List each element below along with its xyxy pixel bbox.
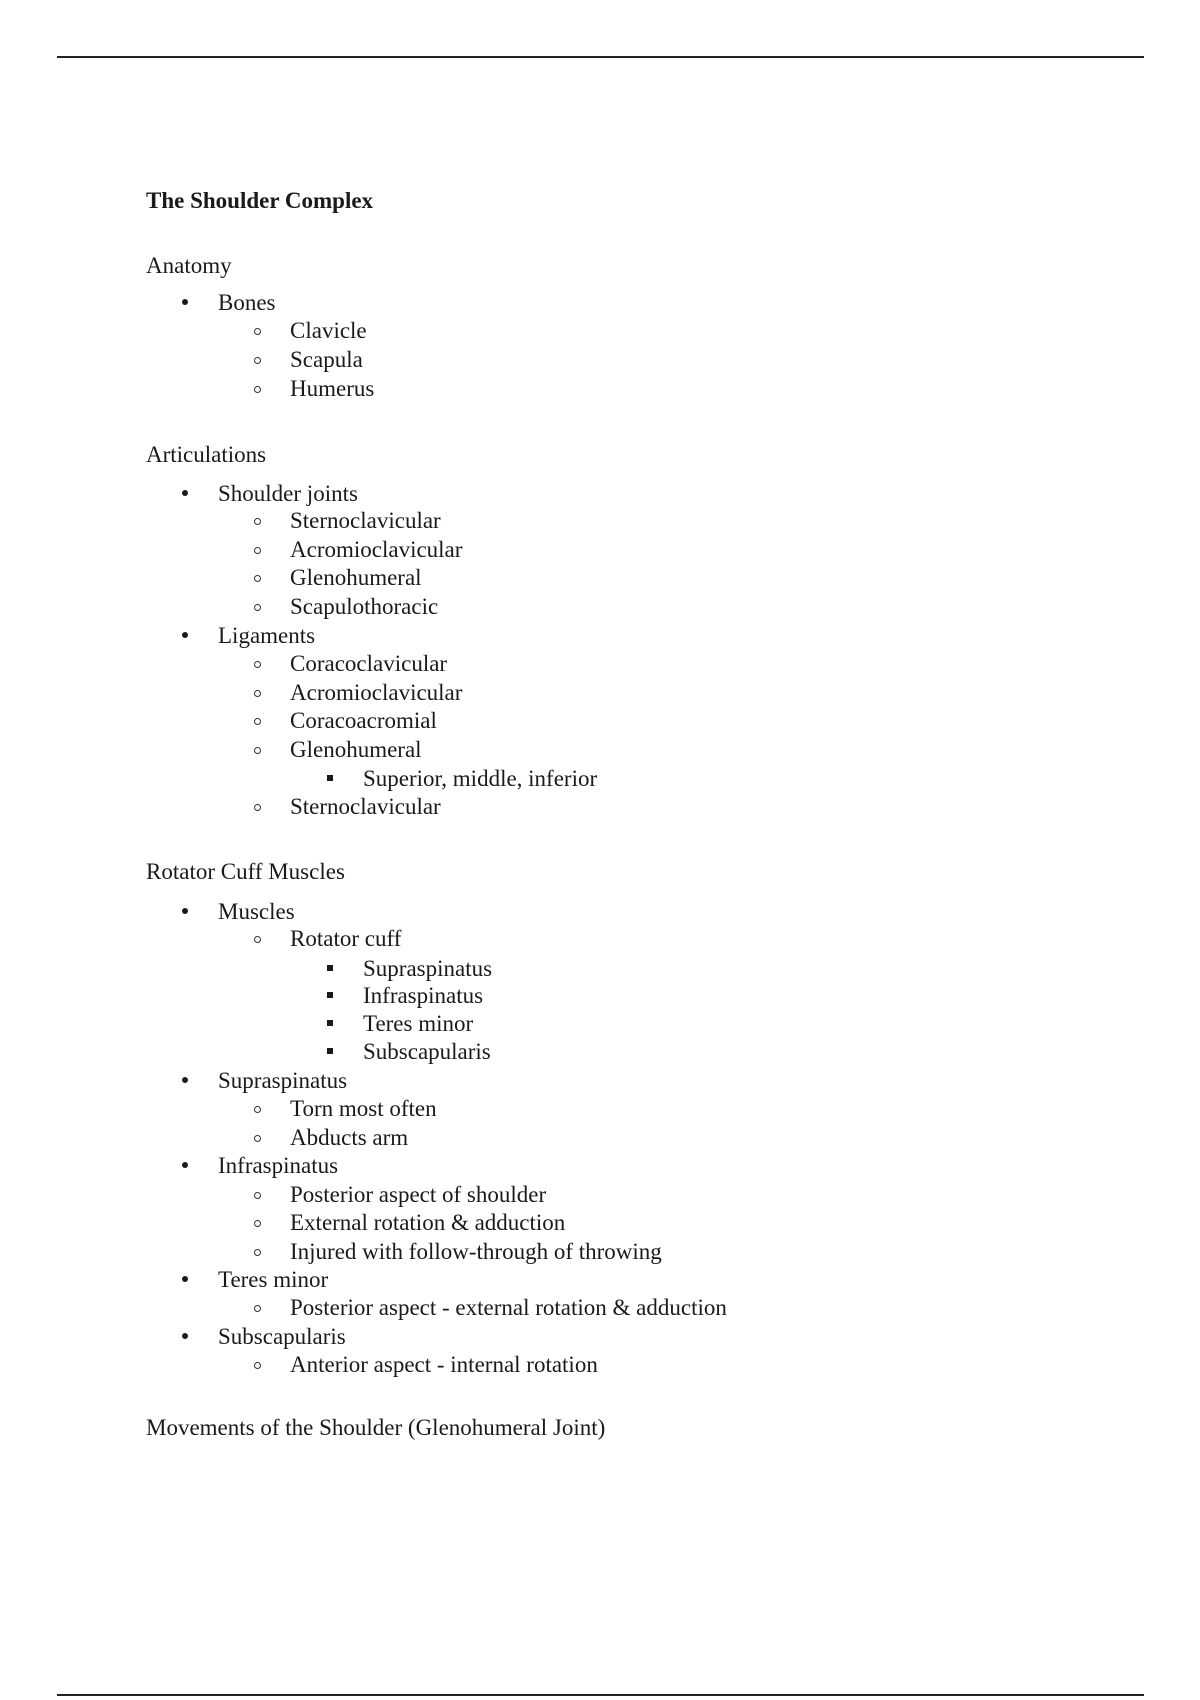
bullet-circle <box>254 386 261 393</box>
list-item: Supraspinatus <box>363 955 492 983</box>
bullet-circle <box>254 1249 261 1256</box>
list-item: Scapulothoracic <box>290 593 438 621</box>
list-item: Glenohumeral <box>290 736 422 764</box>
bullet-circle <box>254 604 261 611</box>
list-item: Anterior aspect - internal rotation <box>290 1351 598 1379</box>
bullet-circle <box>254 718 261 725</box>
list-item: Humerus <box>290 375 374 403</box>
list-item: Torn most often <box>290 1095 437 1123</box>
list-item: Coracoacromial <box>290 707 437 735</box>
bullet-disc <box>182 1276 188 1282</box>
section-heading-rotator-cuff: Rotator Cuff Muscles <box>146 859 345 884</box>
list-item: Abducts arm <box>290 1124 408 1152</box>
bullet-circle <box>254 804 261 811</box>
bullet-circle <box>254 690 261 697</box>
section-heading-movements: Movements of the Shoulder (Glenohumeral Joint) <box>146 1415 606 1440</box>
bullet-circle <box>254 357 261 364</box>
list-item: External rotation & adduction <box>290 1209 565 1237</box>
list-item: Glenohumeral <box>290 564 422 592</box>
bullet-circle <box>254 661 261 668</box>
bullet-disc <box>182 632 188 638</box>
list-item: Subscapularis <box>363 1038 491 1066</box>
bullet-circle <box>254 747 261 754</box>
list-item: Bones <box>218 289 276 317</box>
list-item: Teres minor <box>218 1266 328 1294</box>
list-item: Superior, middle, inferior <box>363 765 597 793</box>
bullet-square <box>327 1020 333 1026</box>
list-item: Posterior aspect - external rotation & adduction <box>290 1294 727 1322</box>
bullet-circle <box>254 547 261 554</box>
list-item: Coracoclavicular <box>290 650 447 678</box>
bullet-disc <box>182 490 188 496</box>
section-heading-articulations: Articulations <box>146 442 267 467</box>
bullet-circle <box>254 936 261 943</box>
bullet-square <box>327 1048 333 1054</box>
list-item: Injured with follow-through of throwing <box>290 1238 662 1266</box>
document-title: The Shoulder Complex <box>146 188 374 213</box>
bullet-circle <box>254 1362 261 1369</box>
bullet-square <box>327 992 333 998</box>
footer-rule <box>57 1694 1144 1696</box>
bullet-circle <box>254 1106 261 1113</box>
list-item: Clavicle <box>290 317 367 345</box>
list-item: Rotator cuff <box>290 925 401 953</box>
list-item: Muscles <box>218 898 295 926</box>
bullet-disc <box>182 299 188 305</box>
bullet-disc <box>182 908 188 914</box>
list-item: Acromioclavicular <box>290 679 462 707</box>
bullet-circle <box>254 1192 261 1199</box>
bullet-disc <box>182 1162 188 1168</box>
bullet-circle <box>254 575 261 582</box>
section-heading-anatomy: Anatomy <box>146 253 232 278</box>
list-item: Subscapularis <box>218 1323 346 1351</box>
bullet-circle <box>254 1135 261 1142</box>
bullet-circle <box>254 328 261 335</box>
list-item: Sternoclavicular <box>290 793 441 821</box>
header-rule <box>57 56 1144 58</box>
list-item: Sternoclavicular <box>290 507 441 535</box>
bullet-circle <box>254 1305 261 1312</box>
list-item: Scapula <box>290 346 363 374</box>
list-item: Posterior aspect of shoulder <box>290 1181 546 1209</box>
bullet-disc <box>182 1333 188 1339</box>
bullet-square <box>327 775 333 781</box>
list-item: Acromioclavicular <box>290 536 462 564</box>
list-item: Teres minor <box>363 1010 473 1038</box>
bullet-circle <box>254 1220 261 1227</box>
list-item: Infraspinatus <box>218 1152 338 1180</box>
bullet-disc <box>182 1077 188 1083</box>
list-item: Ligaments <box>218 622 315 650</box>
bullet-circle <box>254 518 261 525</box>
bullet-square <box>327 965 333 971</box>
list-item: Infraspinatus <box>363 982 483 1010</box>
list-item: Supraspinatus <box>218 1067 347 1095</box>
list-item: Shoulder joints <box>218 480 358 508</box>
